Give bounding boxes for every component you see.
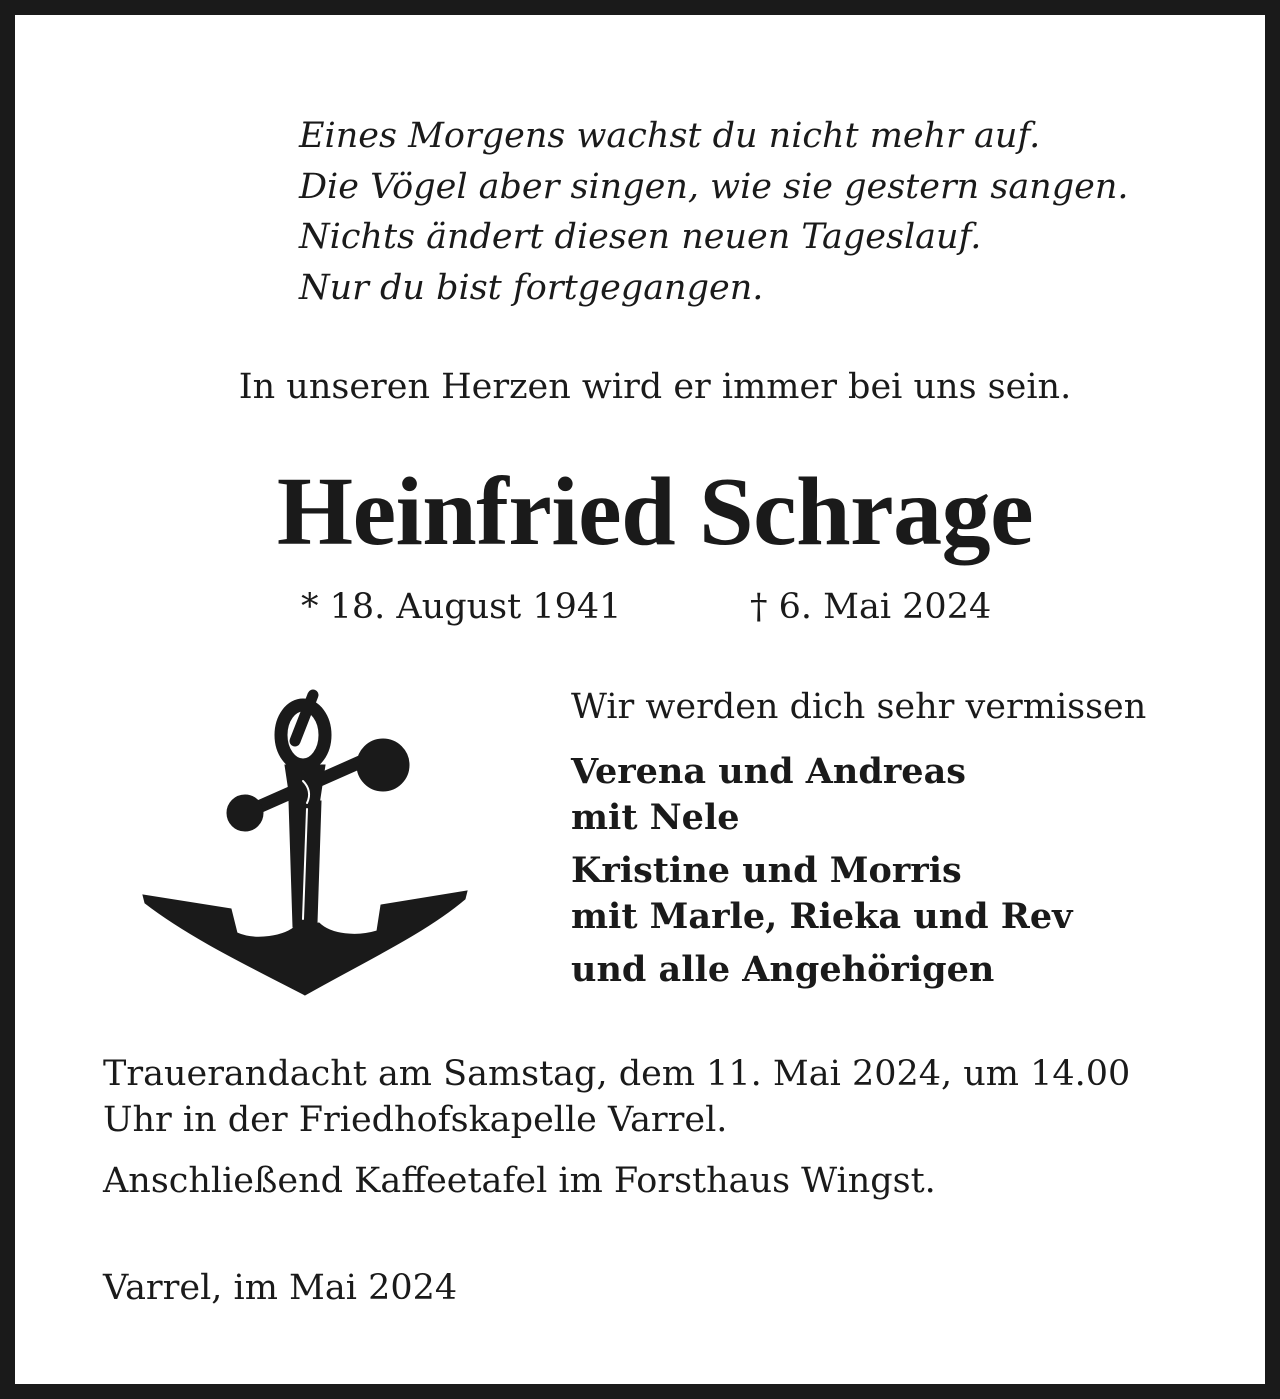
poem-line: Nur du bist fortgegangen. [299, 267, 764, 308]
anchor-icon [135, 683, 475, 1003]
service-info [103, 1051, 1130, 1143]
memorial-line: In unseren Herzen wird er immer bei uns sein. [238, 367, 1072, 407]
deceased-name: Heinfried Schrage [276, 458, 1034, 566]
family-line: und alle Angehörigen [571, 949, 995, 990]
family-line: mit Nele [571, 797, 740, 838]
service-line: Uhr in der Friedhofskapelle Varrel. [103, 1100, 728, 1140]
death-date: † 6. Mai 2024 [750, 587, 992, 627]
poem-line: Nichts ändert diesen neuen Tageslauf. [299, 217, 982, 257]
poem [299, 111, 1129, 313]
place-date: Varrel, im Mai 2024 [103, 1268, 458, 1308]
service-line: Trauerandacht am Samstag, dem 11. Mai 2024, um 14.00 [103, 1054, 1131, 1094]
family-line: mit Marle, Rieka und Rev [571, 896, 1073, 937]
birth-date: * 18. August 1941 [301, 587, 622, 627]
family-list [571, 749, 1072, 993]
reception-info: Anschließend Kaffeetafel im Forsthaus Wingst. [103, 1161, 936, 1201]
miss-line: Wir werden dich sehr vermissen [571, 687, 1147, 727]
family-line: Verena und Andreas [571, 751, 966, 792]
poem-line: Die Vögel aber singen, wie sie gestern sangen. [299, 166, 1129, 207]
family-line: Kristine und Morris [571, 850, 962, 891]
poem-line: Eines Morgens wachst du nicht mehr auf. [299, 116, 1041, 156]
